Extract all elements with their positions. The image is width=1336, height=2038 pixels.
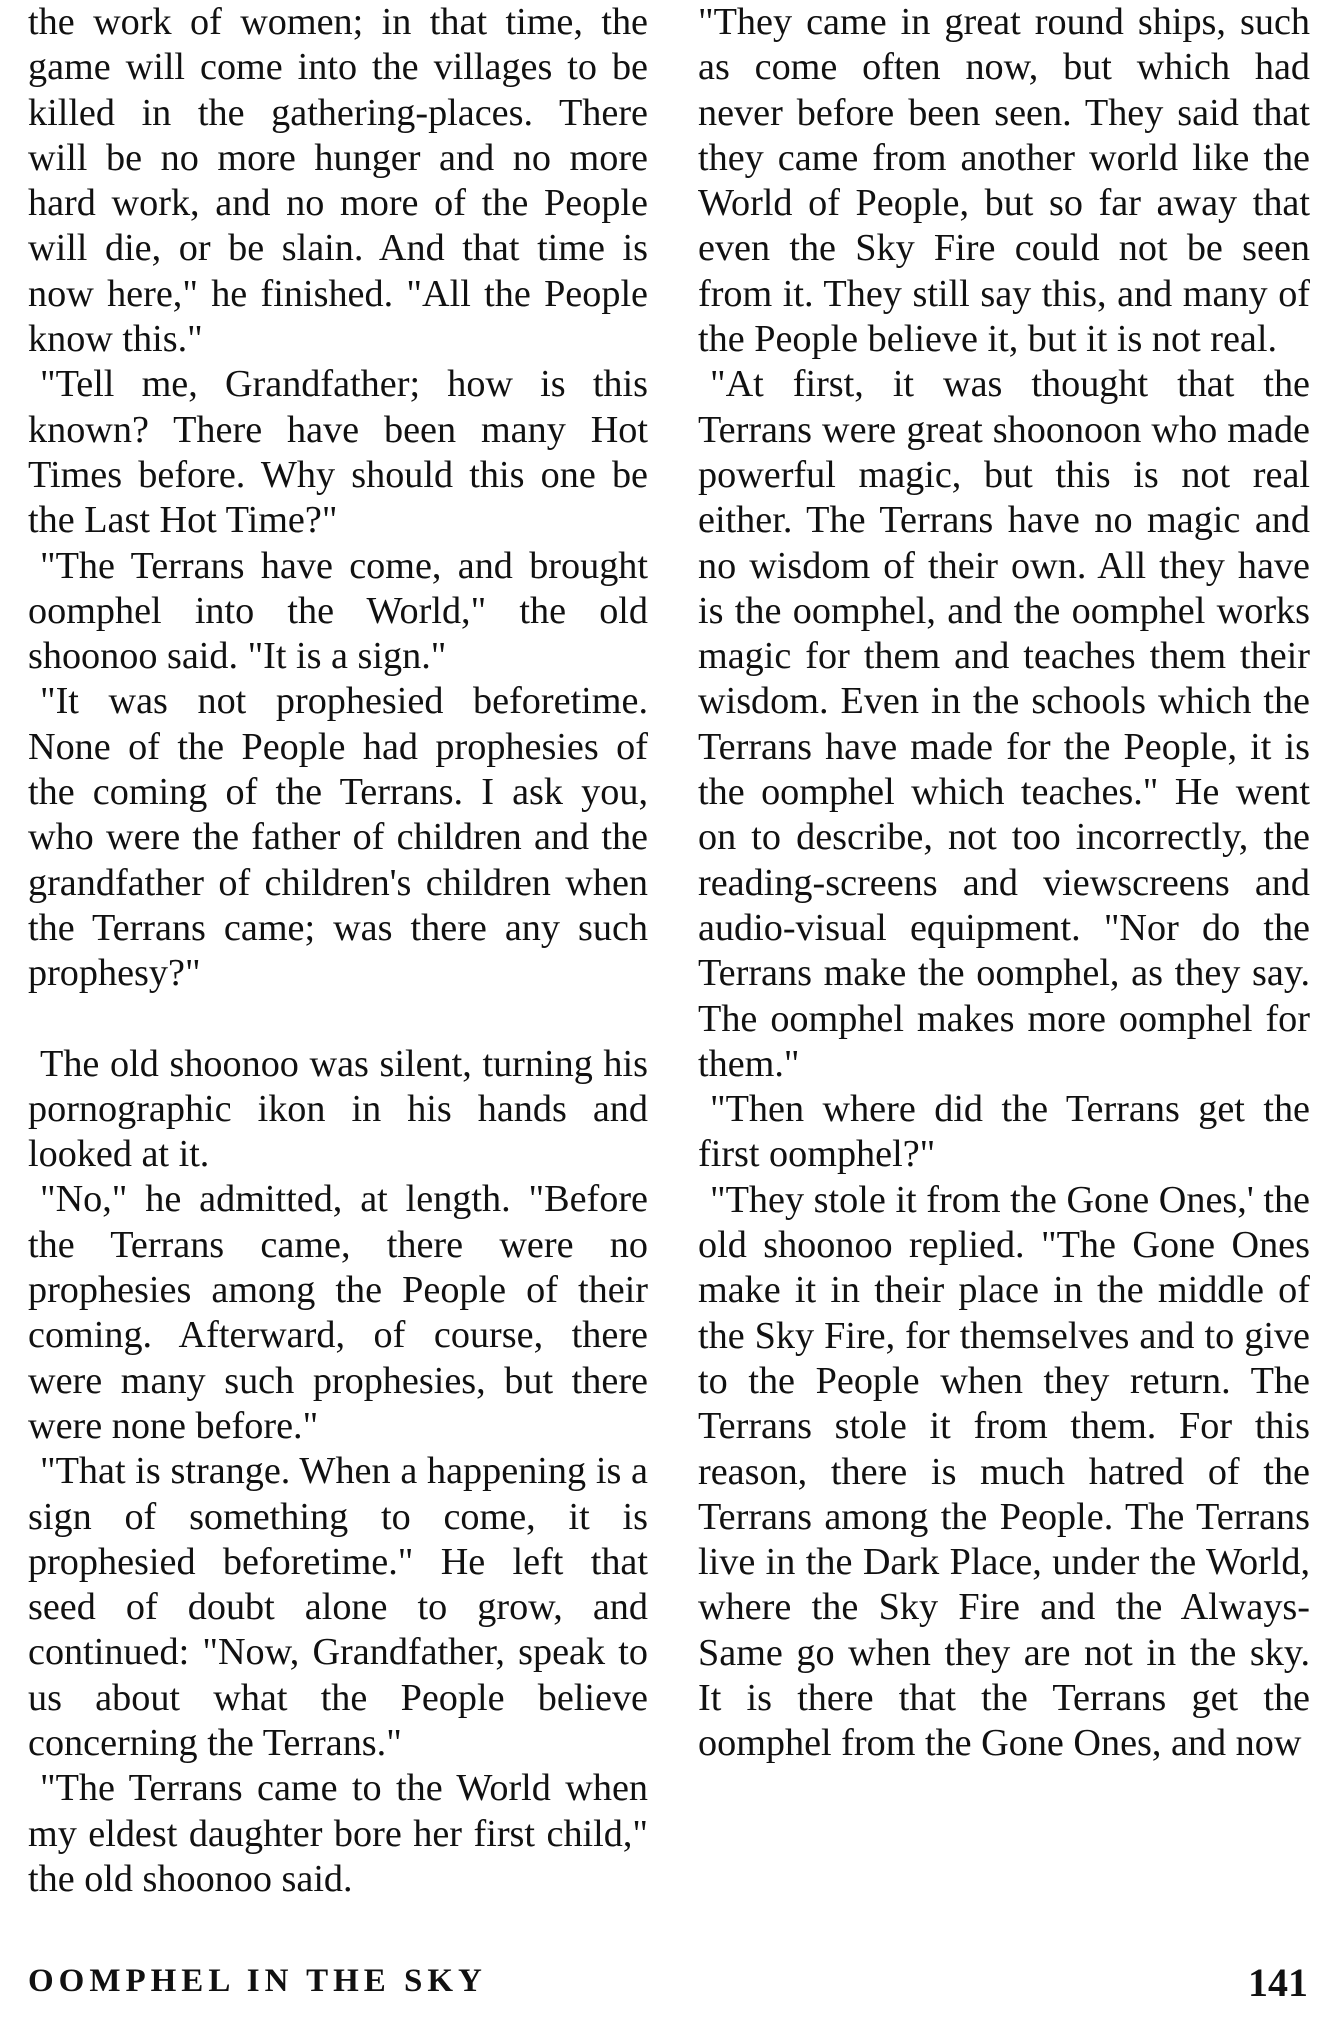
page-number: 141 — [1248, 1960, 1308, 2005]
paragraph: the work of women; in that time, the game will come into the villages to be killed in the gathering-places. There will be no more hunger and no more hard work, and no more of the People will die, or be slain. And that time is now here," he finished. "All the People know this." — [28, 1, 648, 361]
left-text-column — [28, 0, 648, 1902]
paragraph: "They came in great round ships, such as come often now, but which had never before been seen. They said that they came from another world like the World of People, but so far away that even the Sky Fire could not be seen from it. They still say this, and many of the People believe it, but it is not real. — [698, 1, 1310, 361]
paragraph: "It was not prophesied beforetime. None of the People had prophesies of the coming of the Terrans. I ask you, who were the father of children and the grandfather of children's children when the Terrans came; was there any such prophesy?" — [28, 680, 648, 995]
paragraph: "No," he admitted, at length. "Before the Terrans came, there were no prophesies among the People of their coming. Afterward, of course, there were many such prophesies, but there were none before." — [28, 1178, 648, 1447]
paragraph: The old shoonoo was silent, turning his pornographic ikon in his hands and looked at it. — [28, 1042, 648, 1176]
paragraph: "Tell me, Grandfather; how is this known? There have been many Hot Times before. Why should this one be the Last Hot Time?" — [28, 363, 648, 542]
paragraph: "They stole it from the Gone Ones,' the old shoonoo replied. "The Gone Ones make it in their place in the middle of the Sky Fire, for themselves and to give to the People when they return. The Terrans stole it from them. For this reason, there is much hatred of the Terrans among the People. The Terrans live in the Dark Place, under the World, where the Sky Fire and the Always-Same go when they are not in the sky. It is there that the Terrans get the oomphel from the Gone Ones, and now — [698, 1178, 1310, 1765]
paragraph: "Then where did the Terrans get the first oomphel?" — [698, 1088, 1310, 1176]
paragraph: "The Terrans came to the World when my eldest daughter bore her first child," the old shoonoo said. — [28, 1767, 648, 1900]
paragraph: "At first, it was thought that the Terrans were great shoonoon who made powerful magic, but this is not real either. The Terrans have no magic and no wisdom of their own. All they have is the oomphel, and the oomphel works magic for them and teaches them their wisdom. Even in the schools which the Terrans have made for the People, it is the oomphel which teaches." He went on to describe, not too incorrectly, the reading-screens and viewscreens and audio-visual equipment. "Nor do the Terrans make the oomphel, as they say. The oomphel makes more oomphel for them." — [698, 363, 1310, 1085]
paragraph: "That is strange. When a happening is a sign of something to come, it is prophesied beforetime." He left that seed of doubt alone to grow, and continued: "Now, Grandfather, speak to us about what the People believe concerning the Terrans." — [28, 1450, 648, 1764]
right-text-column — [698, 0, 1310, 1767]
paragraph: "The Terrans have come, and brought oomphel into the World," the old shoonoo said. "It is a sign." — [28, 544, 648, 678]
page-footer — [0, 1960, 1336, 2023]
running-title: OOMPHEL IN THE SKY — [28, 1963, 487, 1999]
